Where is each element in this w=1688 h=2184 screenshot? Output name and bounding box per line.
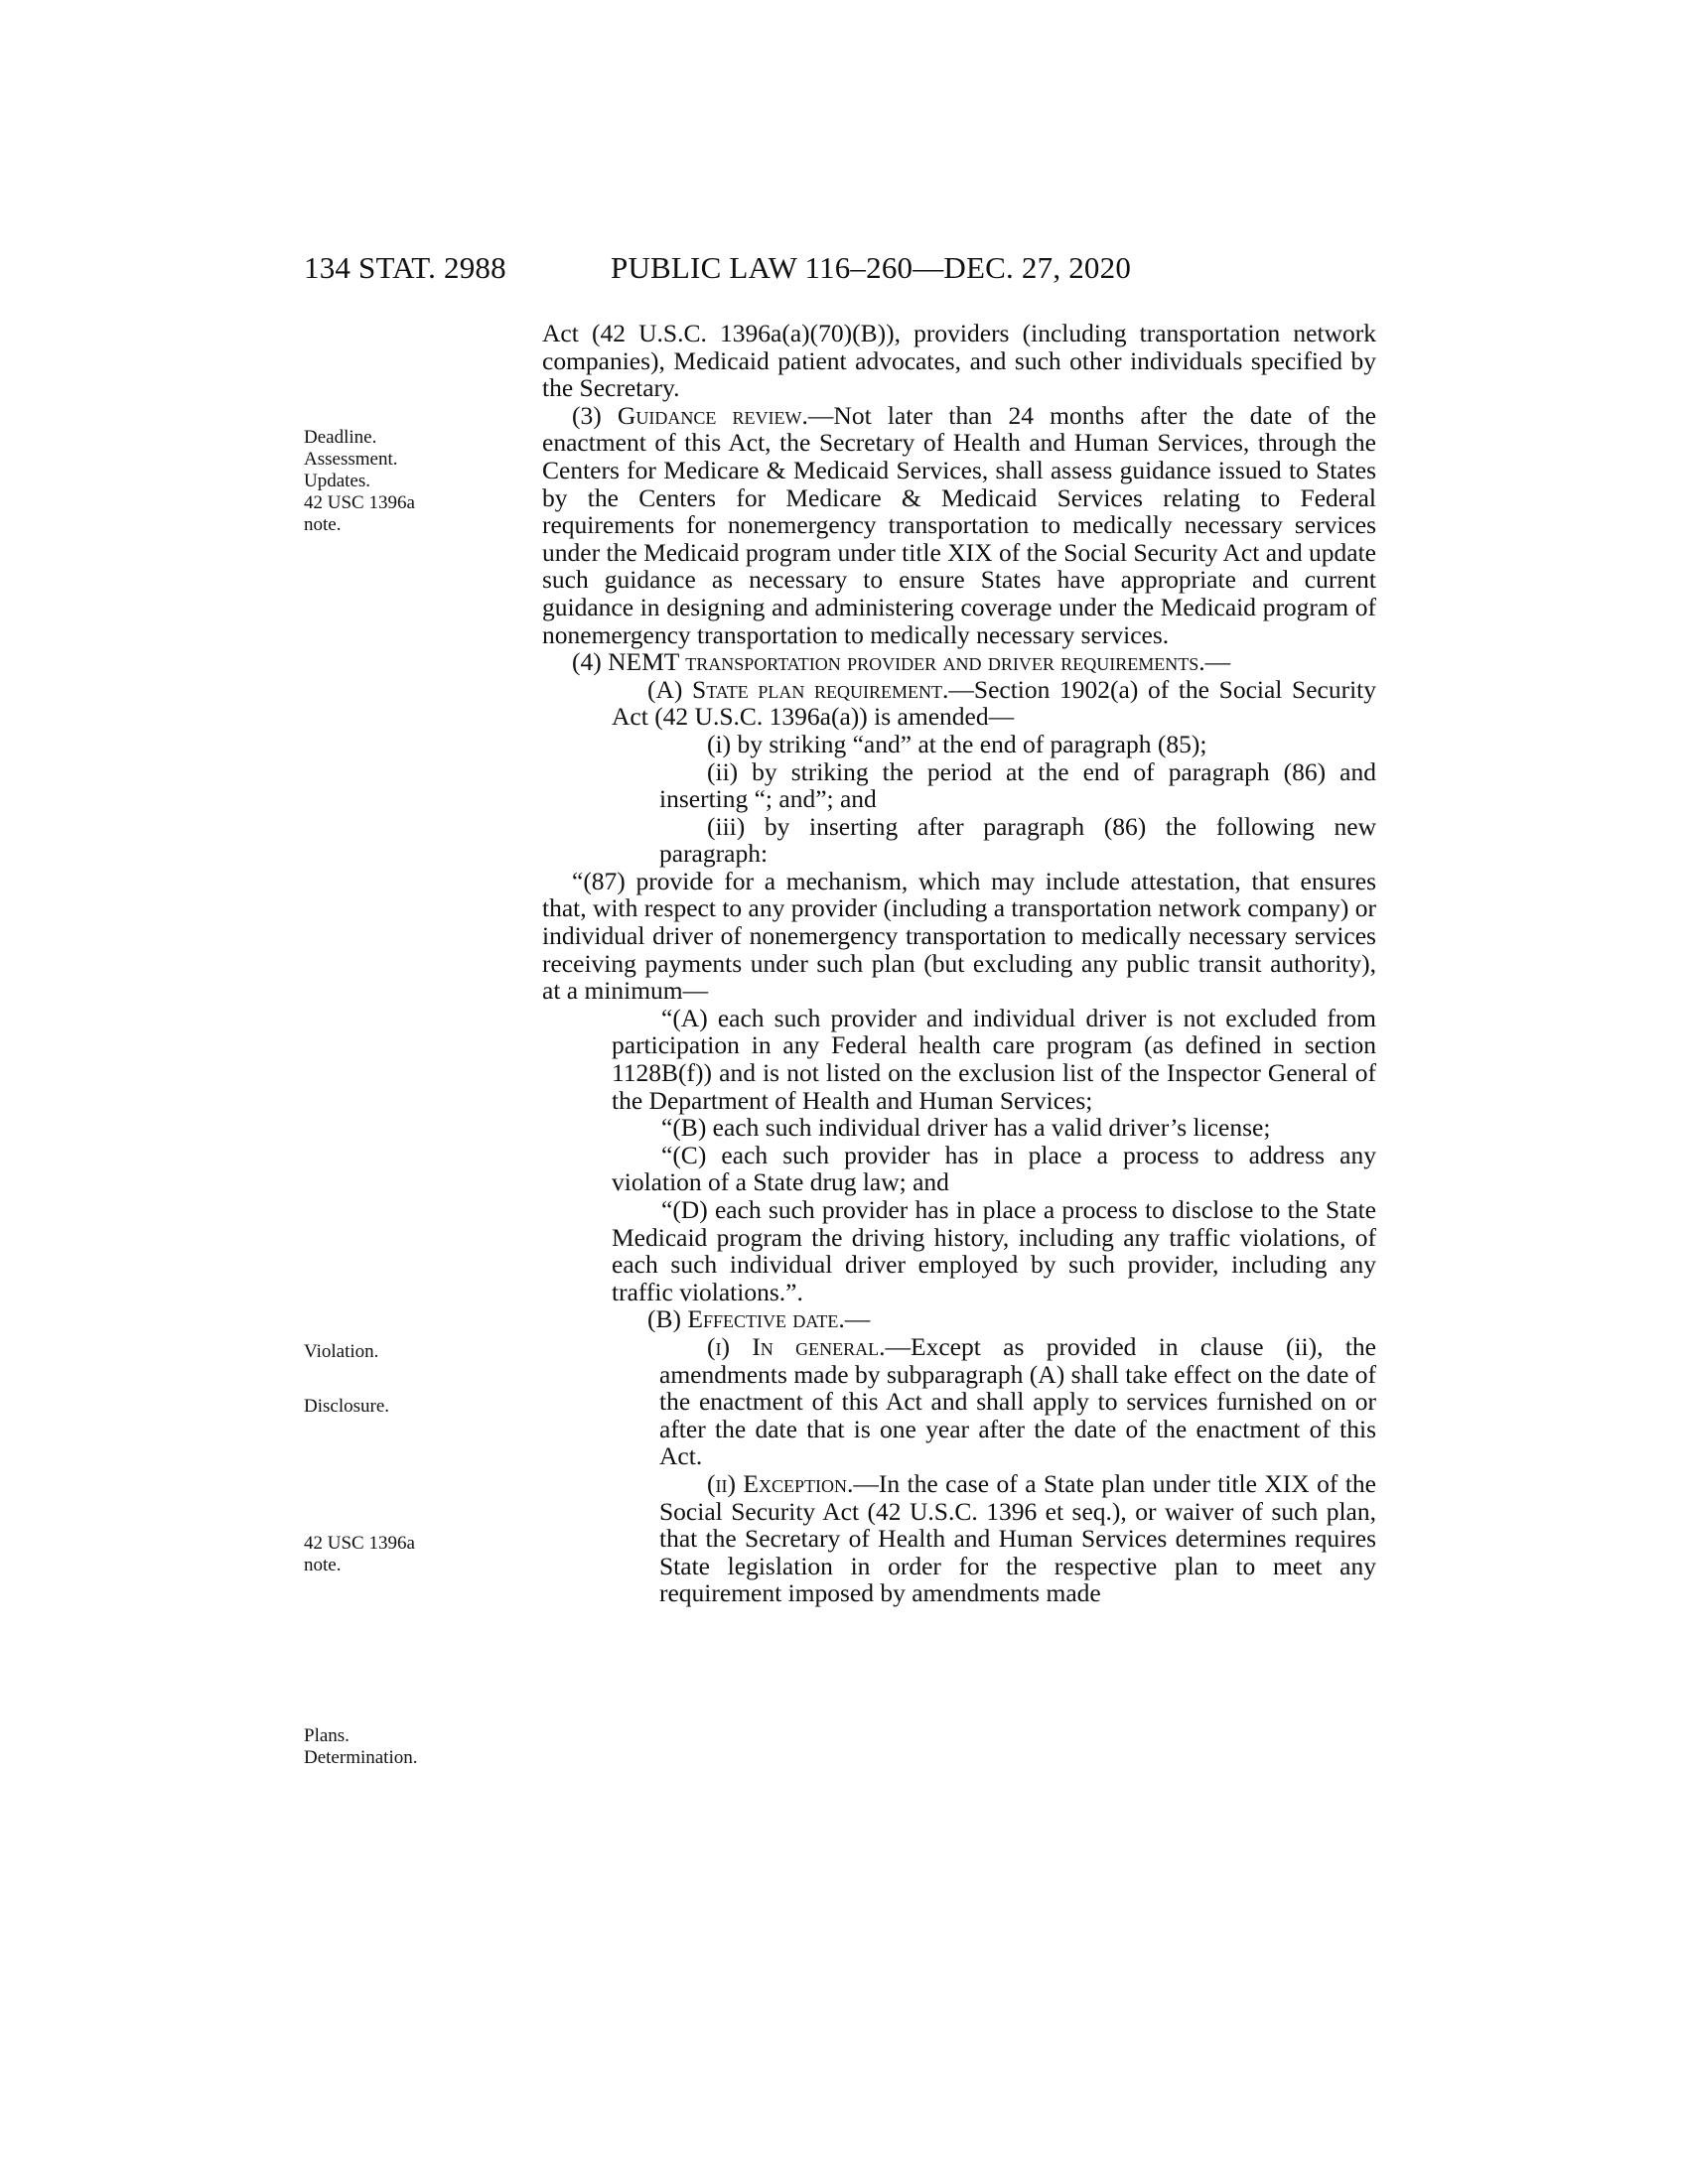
margin-note-usc: 42 USC 1396a [304, 492, 415, 513]
quoted-item-d: “(D) each such provider has in place a process to disclose to the State Medicaid program the driving history, including any traffic violations, of each such individual driver employed by such provider, including any traffic violations.”. [612, 1195, 1376, 1306]
paragraph-continuation: Act (42 U.S.C. 1396a(a)(70)(B)), providers (including transportation network companies), Medicaid patient advocates, and such other individuals specified by the Secretary. [542, 319, 1376, 403]
margin-note-assessment: Assessment. [304, 449, 398, 470]
paragraph-effective-date [542, 1305, 1376, 1333]
heading-exception: (ii) Exception. [707, 1468, 854, 1498]
margin-note-note: note. [304, 514, 342, 535]
text-state-plan-requirement: —Section 1902(a) of the Social Security Act (42 U.S.C. 1396a(a)) is amended— [612, 674, 1376, 732]
paragraph-guidance-review [542, 402, 1376, 648]
clause-i-striking: (i) by striking “and” at the end of paragraph (85); [707, 729, 1207, 758]
margin-note-determination: Determination. [304, 1747, 418, 1768]
margin-note-plans: Plans. [304, 1725, 350, 1746]
text-effective-date: — [844, 1304, 871, 1334]
page-title: PUBLIC LAW 116–260—DEC. 27, 2020 [611, 250, 1132, 285]
quoted-item-c: “(C) each such provider has in place a process to address any violation of a State drug law; and [612, 1140, 1376, 1197]
margin-note-violation: Violation. [304, 1341, 379, 1362]
margin-note-deadline: Deadline. [304, 427, 377, 448]
clause-ii-striking: (ii) by striking the period at the end of paragraph (86) and inserting “; and”; and [659, 756, 1376, 814]
heading-guidance-review: (3) Guidance review. [572, 400, 808, 430]
text-exception: —In the case of a State plan under title XIX of the Social Security Act (42 U.S.C. 1396 et seq.), or waiver of such plan, that the Secretary of Health and Human Services determines requires State legislation in order for the respective plan to meet any requirement imposed by amendments made [659, 1468, 1377, 1608]
margin-note-note-2: note. [304, 1555, 342, 1575]
clause-iii-inserting: (iii) by inserting after paragraph (86) the following new paragraph: [659, 811, 1376, 869]
quoted-paragraph-87: “(87) provide for a mechanism, which may include attestation, that ensures that, with respect to any provider (including a transportation network company) or individual driver of nonemergency transportation to medically necessary services receiving payments under such plan (but excluding any public transit authority), at a minimum— [542, 866, 1376, 1006]
heading-in-general: (i) In general. [707, 1331, 886, 1361]
quoted-item-a: “(A) each such provider and individual driver is not excluded from participation in any Federal health care program (as defined in section 1128B(f)) and is not listed on the exclusion list of the Inspector General of the Department of Health and Human Services; [612, 1003, 1376, 1115]
text-in-general: —Except as provided in clause (ii), the amendments made by subparagraph (A) shall take effect on the date of the enactment of this Act and shall apply to services furnished on or after the date that is one year after the date of the enactment of this Act. [659, 1331, 1376, 1471]
heading-state-plan-requirement: (A) State plan requirement. [647, 674, 949, 704]
text-guidance-review: —Not later than 24 months after the date of the enactment of this Act, the Secretary of Health and Human Services, through the Centers for Medicare & Medicaid Services, shall assess guidance issued to States by the Centers for Medicare & Medicaid Services relating to Federal requirements for nonemergency transportation to medically necessary services under the Medicaid program under title XIX of the Social Security Act and update such guidance as necessary to ensure States have appropriate and current guidance in designing and administering coverage under the Medicaid program of nonemergency transportation to medically necessary services. [542, 400, 1376, 649]
clause-in-general [542, 1333, 1376, 1470]
paragraph-nemt-requirements [542, 648, 1376, 676]
quoted-item-b: “(B) each such individual driver has a valid driver’s license; [661, 1113, 1271, 1143]
text-nemt-requirements: — [1204, 647, 1231, 677]
margin-note-disclosure: Disclosure. [304, 1396, 390, 1417]
clause-exception [542, 1470, 1376, 1607]
margin-note-updates: Updates. [304, 471, 371, 491]
margin-note-usc-2: 42 USC 1396a [304, 1533, 415, 1554]
body-text [542, 320, 1376, 1607]
page-reference: 134 STAT. 2988 [304, 250, 506, 285]
heading-nemt-requirements: (4) NEMT transportation provider and driver requirements. [572, 647, 1205, 677]
heading-effective-date: (B) Effective date. [647, 1304, 845, 1334]
paragraph-state-plan-requirement [542, 676, 1376, 731]
